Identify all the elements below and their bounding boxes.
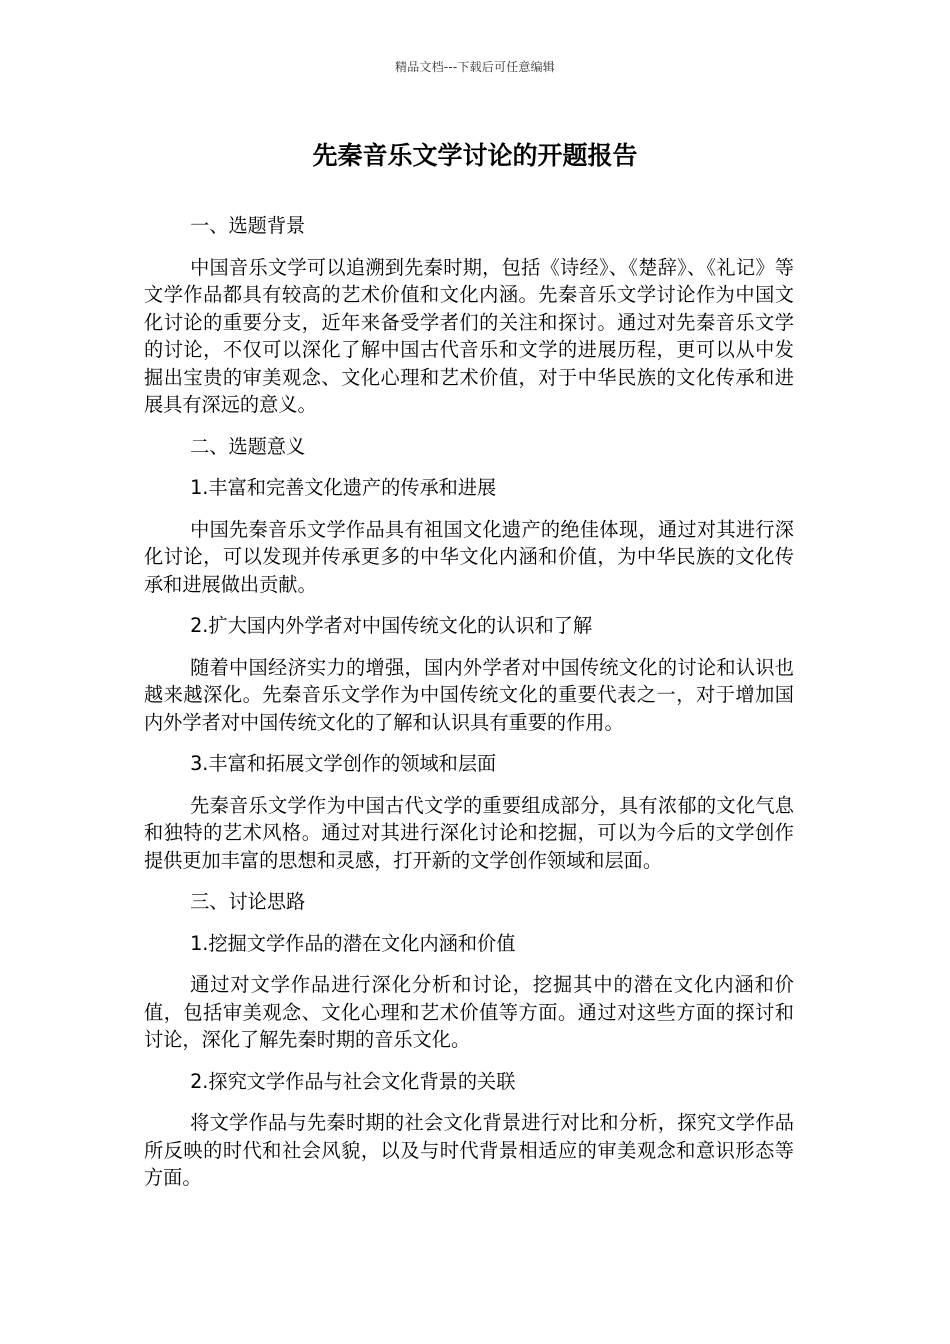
paragraph-approach-1: 通过对文学作品进行深化分析和讨论，挖掘其中的潜在文化内涵和价值，包括审美观念、文化心理和艺术价值等方面。通过对这些方面的探讨和讨论，深化了解先秦时期的音乐文化。 xyxy=(144,973,794,1051)
document-title: 先秦音乐文学讨论的开题报告 xyxy=(312,141,638,170)
section-heading-background: 一、选题背景 xyxy=(190,214,306,237)
paragraph-approach-2: 将文学作品与先秦时期的社会文化背景进行对比和分析，探究文学作品所反映的时代和社会风貌，以及与时代背景相适应的审美观念和意识形态等方面。 xyxy=(144,1111,794,1189)
subheading-approach-1: 1.挖掘文学作品的潜在文化内涵和价值 xyxy=(190,931,516,955)
subheading-approach-2: 2.探究文学作品与社会文化背景的关联 xyxy=(190,1069,516,1093)
header-note: 精品文档---下载后可任意编辑 xyxy=(395,60,555,74)
subheading-significance-2: 2.扩大国内外学者对中国传统文化的认识和了解 xyxy=(190,614,593,637)
subheading-significance-3: 3.丰富和拓展文学创作的领域和层面 xyxy=(190,752,497,775)
paragraph-significance-1: 中国先秦音乐文学作品具有祖国文化遗产的绝佳体现，通过对其进行深化讨论，可以发现并传承更多的中华文化内涵和价值，为中华民族的文化传承和进展做出贡献。 xyxy=(144,517,794,596)
section-heading-approach: 三、讨论思路 xyxy=(190,890,306,913)
paragraph-significance-3: 先秦音乐文学作为中国古代文学的重要组成部分，具有浓郁的文化气息和独特的艺术风格。通过对其进行深化讨论和挖掘，可以为今后的文学创作提供更加丰富的思想和灵感，打开新的文学创作领域和层面。 xyxy=(144,793,794,872)
paragraph-background: 中国音乐文学可以追溯到先秦时期，包括《诗经》、《楚辞》、《礼记》等文学作品都具有较高的艺术价值和文化内涵。先秦音乐文学讨论作为中国文化讨论的重要分支，近年来备受学者们的关注和探讨。通过对先秦音乐文学的讨论，不仅可以深化了解中国古代音乐和文学的进展历程，更可以从中发掘出宝贵的审美观念、文化心理和艺术价值，对于中华民族的文化传承和进展具有深远的意义。 xyxy=(144,255,794,416)
section-heading-significance: 二、选题意义 xyxy=(190,434,306,458)
document-body xyxy=(144,212,794,1206)
paragraph-significance-2: 随着中国经济实力的增强，国内外学者对中国传统文化的讨论和认识也越来越深化。先秦音乐文学作为中国传统文化的重要代表之一，对于增加国内外学者对中国传统文化的了解和认识具有重要的作用。 xyxy=(144,655,794,734)
subheading-significance-1: 1.丰富和完善文化遗产的传承和进展 xyxy=(190,476,497,499)
